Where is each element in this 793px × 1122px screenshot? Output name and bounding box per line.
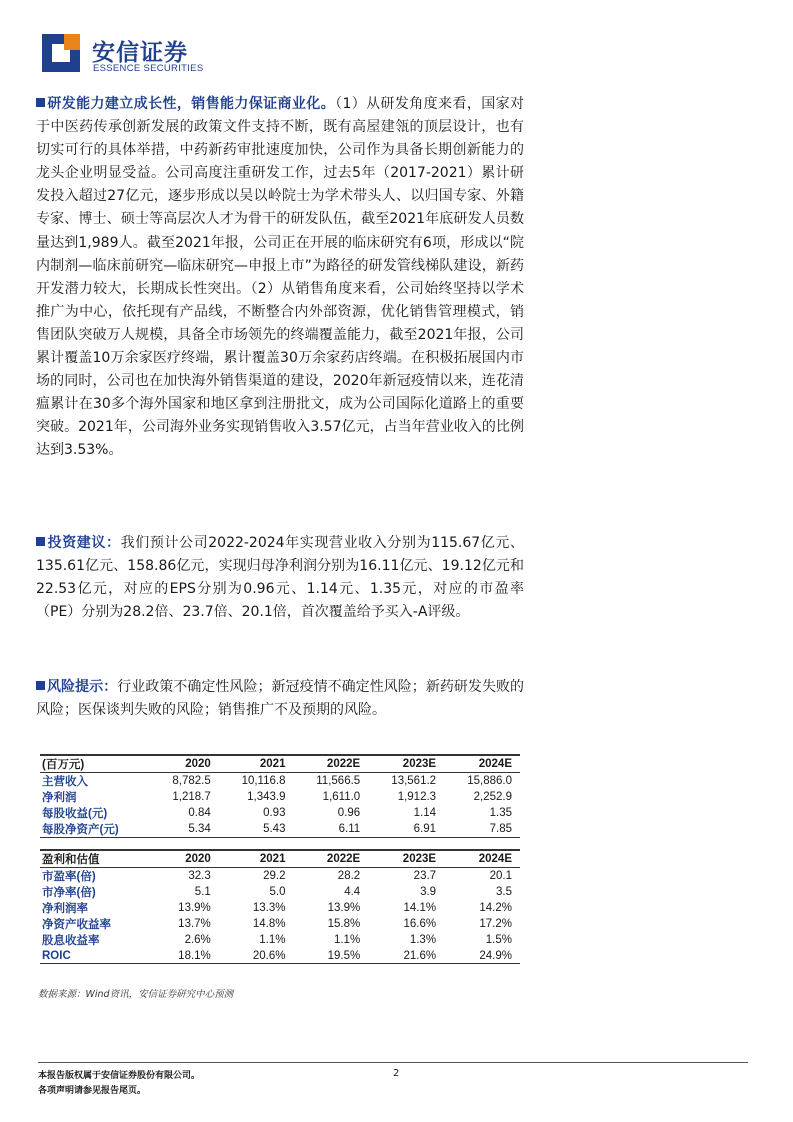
- brand-name-cn: 安信证券: [92, 40, 188, 66]
- table-cell: 1.5%: [485, 934, 512, 946]
- data-source-note: 数据来源：Wind资讯，安信证券研究中心预测: [38, 989, 234, 1000]
- table-cell: 7.85: [489, 823, 512, 835]
- table-cell: 2022E: [326, 758, 361, 770]
- section-title: 投资建议：: [47, 535, 121, 551]
- section-title: 研发能力建立成长性，销售能力保证商业化。: [47, 96, 336, 112]
- table-spacer: [40, 838, 520, 851]
- table-cell: 净利润: [42, 792, 77, 804]
- square-bullet-icon: [36, 681, 45, 690]
- section-body: （1）从研发角度来看，国家对于中医药传承创新发展的政策文件支持不断，既有高屋建瓴的顶层设计，也有切实可行的具体举措，中药新药审批速度加快，公司作为具备长期创新能力的龙头企业明显受益。公司高度注重研发工作，过去5年（2017-2021）累计研发投入超过27亿元，逐步形成以吴以岭院士为学术带头人、以归国专家、外籍专家、博士、硕士等高层次人才为骨干的研发队伍，截至2021年底研发人员数量达到1,989人。截至2021年报，公司正在开展的临床研究有6项，形成以“院内制剂—临床前研究—临床研究—申报上市”为路径的研发管线梯队建设，新药开发潜力较大，长期成长性突出。（2）从销售角度来看，公司始终坚持以学术推广为中心，依托现有产品线，不断整合内外部资源，优化销售管理模式，销售团队突破万人规模，具备全市场领先的终端覆盖能力，截至2021年报，公司累计覆盖10万余家医疗终端，累计覆盖30万余家药店终端。在积极拓展国内市场的同时，公司也在加快海外销售渠道的建设，2020年新冠疫情以来，连花清瘟累计在30多个海外国家和地区拿到注册批文，成为公司国际化道路上的重要突破。2021年，公司海外业务实现销售收入3.57亿元，占当年营业收入的比例达到3.53%。: [36, 96, 524, 459]
- table-cell: 18.1%: [178, 949, 211, 962]
- table-cell: 23.7: [413, 870, 437, 882]
- table-cell: 28.2: [337, 870, 361, 882]
- table-cell: 19.5%: [327, 949, 361, 962]
- table-cell: 14.1%: [403, 902, 437, 914]
- table-cell: 16.6%: [403, 918, 437, 930]
- table-row: [40, 916, 520, 932]
- table-cell: 15,886.0: [467, 775, 512, 787]
- table-cell: 4.4: [344, 886, 361, 898]
- table-cell: 0.84: [188, 807, 211, 819]
- square-bullet-icon: [36, 537, 45, 546]
- table-cell: 2021: [259, 853, 286, 865]
- table-cell: 1,912.3: [397, 791, 437, 803]
- table-cell: 净利润率: [42, 903, 88, 915]
- table-cell: 1,611.0: [322, 791, 361, 803]
- brand-name-en: ESSENCE SECURITIES: [93, 63, 204, 74]
- table-cell: 20.1: [489, 870, 512, 882]
- table-cell: 29.2: [263, 870, 286, 882]
- table-cell: 0.96: [337, 807, 361, 819]
- table-cell: 14.8%: [252, 918, 286, 930]
- footer-divider: [38, 1062, 748, 1063]
- table-cell: 17.2%: [479, 918, 512, 930]
- table-row: [40, 805, 520, 821]
- table-cell: 32.3: [188, 870, 211, 882]
- table-cell: 21.6%: [403, 949, 437, 962]
- table-cell: 3.9: [420, 886, 437, 898]
- table-cell: 主营收入: [42, 776, 88, 788]
- table-cell: 市净率(倍): [42, 887, 96, 899]
- table-cell: 11,566.5: [316, 775, 361, 787]
- table-cell: 盈利和估值: [42, 854, 100, 866]
- section-investment: [36, 532, 524, 624]
- table-cell: 2020: [185, 758, 211, 770]
- brand-logo: [40, 32, 240, 80]
- table-row: [40, 789, 520, 805]
- table-cell: 13.9%: [327, 902, 361, 914]
- table-row: [40, 773, 520, 790]
- table-header-row: [40, 755, 520, 773]
- logo-icon: [40, 32, 82, 74]
- table-cell: 6.91: [413, 823, 437, 835]
- table-cell: 2.6%: [184, 934, 211, 946]
- table-cell: 1.3%: [409, 934, 437, 946]
- table-cell: 净资产收益率: [42, 919, 111, 931]
- financial-table: [40, 754, 520, 964]
- table-cell: 2,252.9: [473, 791, 512, 803]
- table-cell: 14.2%: [479, 902, 512, 914]
- section-body: 行业政策不确定性风险；新冠疫情不确定性风险；新药研发失败的风险；医保谈判失败的风险；销售推广不及预期的风险。: [36, 679, 525, 719]
- table-cell: 15.8%: [327, 918, 361, 930]
- section-body: 我们预计公司2022-2024年实现营业收入分别为115.67亿元、135.61亿元、158.86亿元，实现归母净利润分别为16.11亿元、19.12亿元和22.53亿元，对应的EPS分别为0.96元、1.14元、1.35元，对应的市盈率（PE）分别为28.2倍、23.7倍、20.1倍，首次覆盖给予买入-A评级。: [36, 535, 524, 621]
- table-row: [40, 948, 520, 964]
- square-bullet-icon: [36, 98, 45, 107]
- table-cell: 13.3%: [252, 902, 286, 914]
- table-cell: 13,561.2: [391, 775, 437, 787]
- table-cell: 市盈率(倍): [42, 871, 96, 883]
- table-cell: 13.9%: [178, 902, 211, 914]
- table-cell: (百万元): [42, 759, 85, 771]
- table-cell: 2024E: [478, 758, 512, 770]
- table-cell: 5.0: [269, 886, 286, 898]
- table-cell: 20.6%: [252, 949, 286, 962]
- table-cell: 1.14: [413, 807, 437, 819]
- table-cell: 股息收益率: [42, 935, 100, 947]
- table-row: [40, 868, 520, 885]
- table-cell: 2022E: [326, 853, 361, 865]
- table-cell: 每股收益(元): [42, 808, 108, 820]
- table-cell: ROIC: [42, 949, 71, 962]
- table-row: [40, 884, 520, 900]
- table-cell: 1,343.9: [247, 791, 286, 803]
- table-cell: 1,218.7: [172, 791, 211, 803]
- table-row: [40, 821, 520, 838]
- table-cell: 5.43: [263, 823, 286, 835]
- table-cell: 10,116.8: [241, 775, 286, 787]
- table-cell: 1.1%: [259, 934, 286, 946]
- table-cell: 1.35: [489, 807, 512, 819]
- table-header-row: [40, 850, 520, 868]
- table-cell: 2021: [259, 758, 286, 770]
- table-cell: 每股净资产(元): [42, 824, 119, 836]
- page-number: 2: [393, 1068, 400, 1079]
- table-cell: 24.9%: [479, 949, 512, 962]
- table-cell: 2023E: [402, 853, 437, 865]
- table-cell: 0.93: [263, 807, 286, 819]
- table-cell: 2024E: [478, 853, 512, 865]
- table-cell: 8,782.5: [172, 775, 211, 787]
- copyright-notice: 本报告版权属于安信证券股份有限公司。: [38, 1071, 201, 1081]
- table-cell: 13.7%: [178, 918, 211, 930]
- table-cell: 5.1: [194, 886, 211, 898]
- table-cell: 6.11: [338, 823, 361, 835]
- table-cell: 5.34: [188, 823, 211, 835]
- section-rd-sales: [36, 93, 524, 463]
- table-cell: 2023E: [402, 758, 437, 770]
- table-cell: 2020: [185, 853, 211, 865]
- table-row: [40, 932, 520, 948]
- table-row: [40, 900, 520, 916]
- table-cell: 3.5: [496, 886, 512, 898]
- section-title: 风险提示：: [47, 679, 118, 695]
- table-cell: 1.1%: [333, 934, 361, 946]
- section-risk: [36, 676, 524, 722]
- disclaimer-notice: 各项声明请参见报告尾页。: [38, 1086, 147, 1096]
